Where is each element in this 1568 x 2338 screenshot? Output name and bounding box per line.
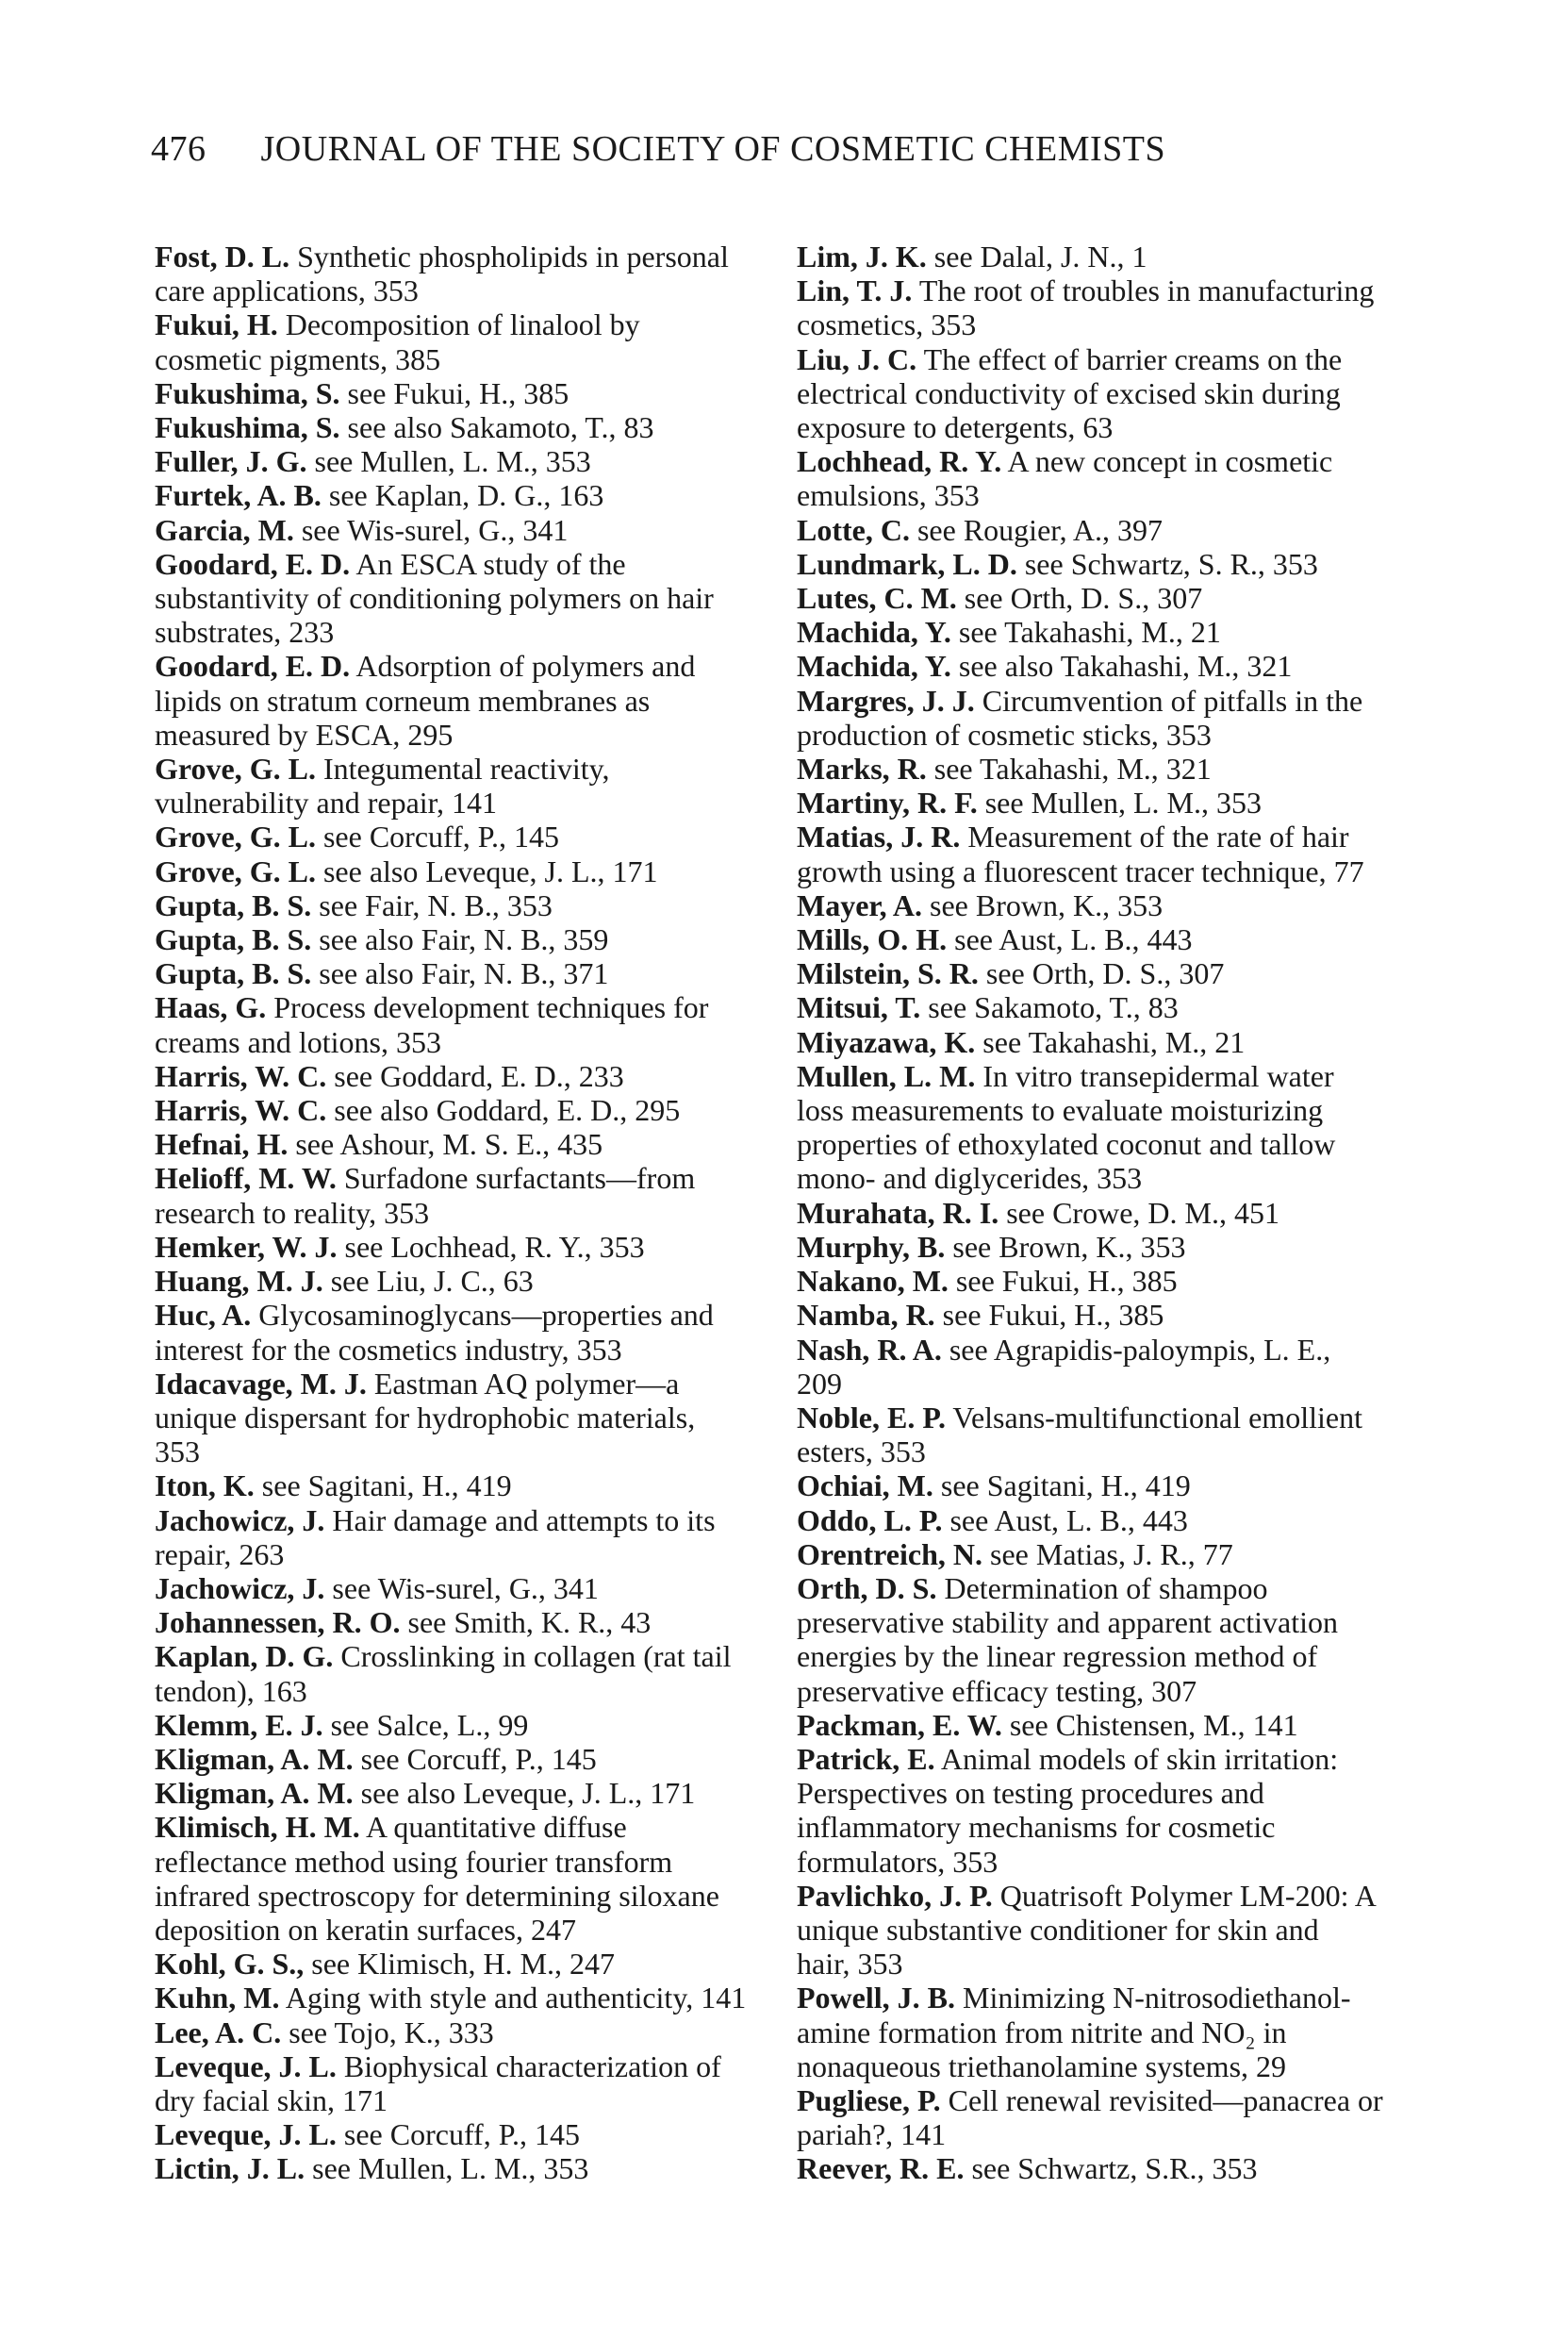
entry-text-line: research to reality, 353 — [155, 1195, 430, 1230]
entry-text-line: formulators, 353 — [797, 1844, 999, 1879]
author-name: Pavlichko, J. P. — [797, 1878, 993, 1913]
entry-text-line: 209 — [797, 1366, 842, 1401]
author-name: Lee, A. C. — [155, 2015, 282, 2049]
entry-text-line: see Sagitani, H., 419 — [261, 1468, 512, 1503]
entry-text-line: The effect of barrier creams on the — [923, 341, 1343, 376]
author-name: Pugliese, P. — [797, 2082, 941, 2117]
entry-text-line: repair, 263 — [155, 1536, 285, 1571]
entry-text-line: deposition on keratin surfaces, 247 — [155, 1912, 576, 1947]
entry-text-line: see also Fair, N. B., 359 — [319, 922, 609, 957]
author-name: Grove, G. L. — [155, 752, 316, 787]
entry-text-line: see Matias, J. R., 77 — [990, 1536, 1233, 1571]
index-entry — [797, 2083, 1419, 2151]
author-name: Leveque, J. L. — [155, 2048, 337, 2083]
entry-text-line: unique dispersant for hydrophobic materials, — [155, 1400, 696, 1434]
index-entry — [155, 240, 777, 307]
entry-text-line: Minimizing N-nitrosodiethanol- — [962, 1981, 1351, 2015]
entry-text-line: see Corcuff, P., 145 — [360, 1741, 597, 1776]
index-entry — [797, 547, 1419, 581]
author-name: Fukushima, S. — [155, 410, 340, 445]
entry-text-line: see Fukui, H., 385 — [955, 1264, 1178, 1299]
entry-text-line: see Liu, J. C., 63 — [330, 1264, 534, 1299]
entry-text-line: preservative efficacy testing, 307 — [797, 1673, 1197, 1708]
index-entry — [155, 513, 777, 547]
entry-text-line: properties of ethoxylated coconut and tallow — [797, 1127, 1336, 1162]
entry-text-line: see Tojo, K., 333 — [289, 2015, 494, 2049]
author-name: Gupta, B. S. — [155, 922, 312, 957]
entry-text-line: A quantitative diffuse — [366, 1810, 627, 1845]
entry-text-line: see Mullen, L. M., 353 — [314, 444, 591, 479]
index-entry — [797, 1571, 1419, 1708]
entry-text-line: see Rougier, A., 397 — [916, 512, 1163, 547]
author-name: Kligman, A. M. — [155, 1741, 354, 1776]
entry-text-line: Synthetic phospholipids in personal — [297, 240, 729, 274]
entry-text-line: see also Sakamoto, T., 83 — [347, 410, 654, 445]
index-entry — [797, 820, 1419, 887]
index-entry — [155, 752, 777, 820]
entry-text-line: Aging with style and authenticity, 141 — [285, 1981, 747, 2015]
index-entry — [797, 752, 1419, 786]
index-entry — [797, 1298, 1419, 1332]
entry-text-line: see Salce, L., 99 — [330, 1707, 529, 1742]
author-name: Harris, W. C. — [155, 1058, 327, 1093]
index-entry — [155, 649, 777, 752]
entry-text-line: hair, 353 — [797, 1947, 903, 1981]
author-name: Mitsui, T. — [797, 990, 921, 1025]
entry-text-line: see Fair, N. B., 353 — [319, 887, 553, 922]
entry-text-line: see Takahashi, M., 321 — [933, 752, 1212, 787]
entry-text-line: cosmetics, 353 — [797, 307, 977, 342]
index-entry — [155, 410, 777, 444]
author-name: Ochiai, M. — [797, 1468, 933, 1503]
entry-text-line: Perspectives on testing procedures and — [797, 1776, 1264, 1811]
entry-text-line: dry facial skin, 171 — [155, 2082, 388, 2117]
index-entry — [797, 1059, 1419, 1196]
author-name: Kaplan, D. G. — [155, 1639, 334, 1674]
entry-text-line: amine formation from nitrite and NO₂ in — [797, 2015, 1287, 2049]
author-name: Patrick, E. — [797, 1741, 935, 1776]
entry-text-line: pariah?, 141 — [797, 2117, 947, 2152]
index-entry — [155, 1947, 777, 1981]
entry-text-line: exposure to detergents, 63 — [797, 410, 1114, 445]
index-entry — [797, 274, 1419, 341]
index-entry — [797, 1503, 1419, 1537]
entry-text-line: In vitro transepidermal water — [982, 1058, 1334, 1093]
index-entry — [797, 513, 1419, 547]
index-entry — [155, 1093, 777, 1127]
entry-text-line: Circumvention of pitfalls in the — [982, 683, 1363, 718]
entry-text-line: infrared spectroscopy for determining siloxane — [155, 1878, 719, 1913]
index-entry — [797, 1468, 1419, 1502]
entry-text-line: Determination of shampoo — [944, 1570, 1268, 1605]
index-entry — [155, 1708, 777, 1742]
author-name: Namba, R. — [797, 1298, 935, 1333]
author-name: Matias, J. R. — [797, 820, 961, 854]
entry-text-line: see Brown, K., 353 — [952, 1229, 1186, 1264]
entry-text-line: production of cosmetic sticks, 353 — [797, 717, 1212, 752]
author-name: Furtek, A. B. — [155, 478, 322, 513]
author-name: Jachowicz, J. — [155, 1570, 325, 1605]
index-entry — [155, 1367, 777, 1469]
author-name: Fukui, H. — [155, 307, 278, 342]
entry-text-line: loss measurements to evaluate moisturizing — [797, 1093, 1324, 1128]
entry-text-line: Decomposition of linalool by — [285, 307, 640, 342]
author-name: Machida, Y. — [797, 649, 951, 684]
index-entry — [797, 888, 1419, 922]
entry-text-line: see Wis-surel, G., 341 — [332, 1570, 599, 1605]
entry-text-line: see Orth, D. S., 307 — [964, 581, 1203, 616]
author-name: Lin, T. J. — [797, 274, 913, 308]
entry-text-line: preservative stability and apparent activation — [797, 1605, 1338, 1640]
index-entry — [155, 1571, 777, 1605]
index-entry — [797, 1264, 1419, 1298]
index-entry — [155, 1059, 777, 1093]
index-entry — [797, 1708, 1419, 1742]
author-name: Lundmark, L. D. — [797, 546, 1017, 581]
author-name: Orentreich, N. — [797, 1536, 982, 1571]
author-name: Kligman, A. M. — [155, 1776, 354, 1811]
index-entry — [797, 1196, 1419, 1230]
author-name: Marks, R. — [797, 752, 927, 787]
index-entry — [797, 444, 1419, 512]
index-entry — [155, 1742, 777, 1776]
entry-text-line: Eastman AQ polymer—a — [373, 1366, 680, 1401]
index-entry — [797, 1333, 1419, 1401]
index-entry — [797, 684, 1419, 752]
author-name: Miyazawa, K. — [797, 1024, 976, 1059]
author-name: Orth, D. S. — [797, 1570, 937, 1605]
entry-text-line: see Schwartz, S. R., 353 — [1024, 546, 1318, 581]
entry-text-line: see Lochhead, R. Y., 353 — [344, 1229, 645, 1264]
entry-text-line: see Chistensen, M., 141 — [1009, 1707, 1298, 1742]
entry-text-line: inflammatory mechanisms for cosmetic — [797, 1810, 1276, 1845]
entry-text-line: see Corcuff, P., 145 — [343, 2117, 580, 2152]
index-entry — [155, 990, 777, 1058]
entry-text-line: nonaqueous triethanolamine systems, 29 — [797, 2048, 1287, 2083]
author-name: Machida, Y. — [797, 615, 951, 650]
entry-text-line: see Brown, K., 353 — [930, 887, 1164, 922]
author-name: Hefnai, H. — [155, 1127, 289, 1162]
index-entry — [797, 1981, 1419, 2083]
entry-text-line: see Agrapidis-paloympis, L. E., — [949, 1332, 1331, 1367]
author-name: Lim, J. K. — [797, 240, 927, 274]
page-header — [151, 128, 1165, 170]
author-name: Lictin, J. L. — [155, 2151, 305, 2186]
author-name: Powell, J. B. — [797, 1981, 955, 2015]
index-entry — [155, 444, 777, 478]
index-entry — [155, 820, 777, 854]
index-entry — [155, 922, 777, 956]
index-entry — [155, 1810, 777, 1947]
author-name: Iton, K. — [155, 1468, 255, 1503]
author-name: Kuhn, M. — [155, 1981, 280, 2015]
entry-text-line: see also Takahashi, M., 321 — [958, 649, 1293, 684]
author-name: Huang, M. J. — [155, 1264, 323, 1299]
author-name: Nash, R. A. — [797, 1332, 942, 1367]
author-name: Mills, O. H. — [797, 922, 948, 957]
author-name: Johannessen, R. O. — [155, 1605, 401, 1640]
entry-text-line: Velsans-multifunctional emollient — [952, 1400, 1362, 1434]
index-entry — [797, 786, 1419, 820]
index-entry — [155, 1503, 777, 1571]
entry-text-line: interest for the cosmetics industry, 353 — [155, 1332, 622, 1367]
index-entry — [155, 1639, 777, 1707]
author-name: Goodard, E. D. — [155, 546, 351, 581]
entry-text-line: cosmetic pigments, 385 — [155, 341, 441, 376]
entry-text-line: see Wis-surel, G., 341 — [301, 512, 569, 547]
index-entry — [797, 581, 1419, 615]
author-name: Noble, E. P. — [797, 1400, 946, 1434]
entry-text-line: Surfadone surfactants—from — [343, 1161, 696, 1196]
entry-text-line: see Orth, D. S., 307 — [985, 956, 1225, 991]
entry-text-line: substrates, 233 — [155, 615, 335, 650]
entry-text-line: see Fukui, H., 385 — [347, 375, 569, 410]
entry-text-line: lipids on stratum corneum membranes as — [155, 683, 651, 718]
entry-text-line: Animal models of skin irritation: — [940, 1741, 1339, 1776]
index-entry — [155, 2049, 777, 2117]
index-entry — [155, 547, 777, 650]
entry-text-line: Biophysical characterization of — [343, 2048, 721, 2083]
index-entry — [155, 888, 777, 922]
author-name: Grove, G. L. — [155, 854, 316, 888]
index-entry — [155, 1161, 777, 1229]
index-entry — [155, 1776, 777, 1810]
author-name: Oddo, L. P. — [797, 1502, 943, 1537]
entry-text-line: Measurement of the rate of hair — [967, 820, 1349, 854]
entry-text-line: An ESCA study of the — [355, 546, 626, 581]
entry-text-line: see Goddard, E. D., 233 — [334, 1058, 624, 1093]
author-name: Huc, A. — [155, 1298, 252, 1333]
index-entry — [155, 1230, 777, 1264]
entry-text-line: see Mullen, L. M., 353 — [312, 2151, 589, 2186]
entry-text-line: see also Goddard, E. D., 295 — [334, 1093, 681, 1128]
entry-text-line: Quatrisoft Polymer LM-200: A — [999, 1878, 1377, 1913]
index-entry — [797, 956, 1419, 990]
index-entry — [797, 990, 1419, 1024]
entry-text-line: care applications, 353 — [155, 274, 419, 308]
author-name: Gupta, B. S. — [155, 887, 312, 922]
author-name: Fuller, J. G. — [155, 444, 307, 479]
author-name: Helioff, M. W. — [155, 1161, 337, 1196]
entry-text-line: Integumental reactivity, — [322, 752, 610, 787]
author-name: Martiny, R. F. — [797, 786, 978, 821]
index-entry — [155, 478, 777, 512]
entry-text-line: see Takahashi, M., 21 — [982, 1024, 1246, 1059]
index-entry — [797, 1742, 1419, 1879]
entry-text-line: see Klimisch, H. M., 247 — [311, 1947, 616, 1981]
page-number: 476 — [151, 129, 206, 169]
index-entry — [155, 1298, 777, 1366]
entry-text-line: reflectance method using fourier transform — [155, 1844, 673, 1879]
entry-text-line: see Schwartz, S.R., 353 — [971, 2151, 1258, 2186]
entry-text-line: see also Fair, N. B., 371 — [319, 956, 609, 991]
author-name: Klimisch, H. M. — [155, 1810, 360, 1845]
index-entry — [155, 376, 777, 410]
entry-text-line: see Corcuff, P., 145 — [322, 820, 559, 854]
entry-text-line: see Aust, L. B., 443 — [949, 1502, 1188, 1537]
entry-text-line: esters, 353 — [797, 1434, 926, 1469]
author-name: Fukushima, S. — [155, 375, 340, 410]
author-name: Murahata, R. I. — [797, 1195, 999, 1230]
entry-text-line: see Smith, K. R., 43 — [407, 1605, 652, 1640]
entry-text-line: see Crowe, D. M., 451 — [1006, 1195, 1279, 1230]
author-name: Haas, G. — [155, 990, 267, 1025]
index-entry — [155, 1605, 777, 1639]
index-entry — [155, 854, 777, 888]
entry-text-line: Hair damage and attempts to its — [332, 1502, 716, 1537]
index-entry — [797, 342, 1419, 445]
entry-text-line: vulnerability and repair, 141 — [155, 786, 498, 821]
author-name: Leveque, J. L. — [155, 2117, 337, 2152]
entry-text-line: see Fukui, H., 385 — [942, 1298, 1164, 1333]
author-name: Mullen, L. M. — [797, 1058, 976, 1093]
entry-text-line: Glycosaminoglycans—properties and — [258, 1298, 714, 1333]
index-entry — [797, 240, 1419, 274]
index-entry — [797, 1879, 1419, 1981]
entry-text-line: Crosslinking in collagen (rat tail — [340, 1639, 732, 1674]
author-name: Kohl, G. S., — [155, 1947, 305, 1981]
author-name: Lochhead, R. Y. — [797, 444, 1002, 479]
entry-text-line: see Kaplan, D. G., 163 — [328, 478, 604, 513]
index-entry — [155, 1127, 777, 1161]
author-index-left-column — [155, 240, 777, 2186]
index-entry — [155, 1468, 777, 1502]
index-entry — [797, 649, 1419, 683]
journal-title: JOURNAL OF THE SOCIETY OF COSMETIC CHEMISTS — [260, 129, 1166, 169]
entry-text-line: see Aust, L. B., 443 — [954, 922, 1193, 957]
entry-text-line: Cell renewal revisited—panacrea or — [948, 2082, 1383, 2117]
entry-text-line: see Sakamoto, T., 83 — [928, 990, 1179, 1025]
entry-text-line: see also Leveque, J. L., 171 — [322, 854, 658, 888]
author-name: Milstein, S. R. — [797, 956, 979, 991]
author-name: Lotte, C. — [797, 512, 910, 547]
index-entry — [797, 1401, 1419, 1468]
author-name: Nakano, M. — [797, 1264, 949, 1299]
author-name: Liu, J. C. — [797, 341, 917, 376]
entry-text-line: 353 — [155, 1434, 200, 1469]
entry-text-line: see Sagitani, H., 419 — [940, 1468, 1191, 1503]
index-entry — [155, 307, 777, 375]
entry-text-line: growth using a fluorescent tracer technique, 77 — [797, 854, 1364, 888]
index-entry — [797, 2151, 1419, 2185]
entry-text-line: energies by the linear regression method of — [797, 1639, 1318, 1674]
entry-text-line: tendon), 163 — [155, 1673, 307, 1708]
entry-text-line: substantivity of conditioning polymers on hair — [155, 581, 714, 616]
entry-text-line: The root of troubles in manufacturing — [918, 274, 1375, 308]
index-entry — [797, 1537, 1419, 1571]
author-name: Mayer, A. — [797, 887, 923, 922]
author-name: Gupta, B. S. — [155, 956, 312, 991]
entry-text-line: mono- and diglycerides, 353 — [797, 1161, 1143, 1196]
author-name: Lutes, C. M. — [797, 581, 957, 616]
entry-text-line: see Takahashi, M., 21 — [958, 615, 1221, 650]
author-name: Garcia, M. — [155, 512, 294, 547]
entry-text-line: electrical conductivity of excised skin during — [797, 375, 1341, 410]
author-name: Idacavage, M. J. — [155, 1366, 367, 1401]
author-name: Hemker, W. J. — [155, 1229, 338, 1264]
author-name: Reever, R. E. — [797, 2151, 965, 2186]
author-name: Grove, G. L. — [155, 820, 316, 854]
index-entry — [155, 1264, 777, 1298]
index-entry — [797, 1025, 1419, 1059]
index-entry — [155, 2117, 777, 2151]
index-entry — [155, 956, 777, 990]
author-name: Margres, J. J. — [797, 683, 975, 718]
entry-text-line: see Mullen, L. M., 353 — [984, 786, 1262, 821]
entry-text-line: measured by ESCA, 295 — [155, 717, 454, 752]
author-index-right-column — [797, 240, 1419, 2186]
entry-text-line: emulsions, 353 — [797, 478, 980, 513]
index-entry — [797, 922, 1419, 956]
index-entry — [155, 2151, 777, 2185]
index-entry — [797, 1230, 1419, 1264]
entry-text-line: unique substantive conditioner for skin and — [797, 1912, 1319, 1947]
author-name: Goodard, E. D. — [155, 649, 351, 684]
author-name: Packman, E. W. — [797, 1707, 1002, 1742]
index-entry — [155, 1981, 777, 2015]
author-name: Jachowicz, J. — [155, 1502, 325, 1537]
entry-text-line: Process development techniques for — [273, 990, 709, 1025]
index-entry — [155, 2015, 777, 2049]
entry-text-line: Adsorption of polymers and — [355, 649, 696, 684]
author-name: Klemm, E. J. — [155, 1707, 323, 1742]
entry-text-line: see also Leveque, J. L., 171 — [360, 1776, 696, 1811]
author-name: Harris, W. C. — [155, 1093, 327, 1128]
entry-text-line: see Ashour, M. S. E., 435 — [295, 1127, 603, 1162]
entry-text-line: see Dalal, J. N., 1 — [933, 240, 1147, 274]
author-name: Murphy, B. — [797, 1229, 946, 1264]
entry-text-line: creams and lotions, 353 — [155, 1024, 441, 1059]
author-name: Fost, D. L. — [155, 240, 290, 274]
index-entry — [797, 615, 1419, 649]
entry-text-line: A new concept in cosmetic — [1007, 444, 1333, 479]
